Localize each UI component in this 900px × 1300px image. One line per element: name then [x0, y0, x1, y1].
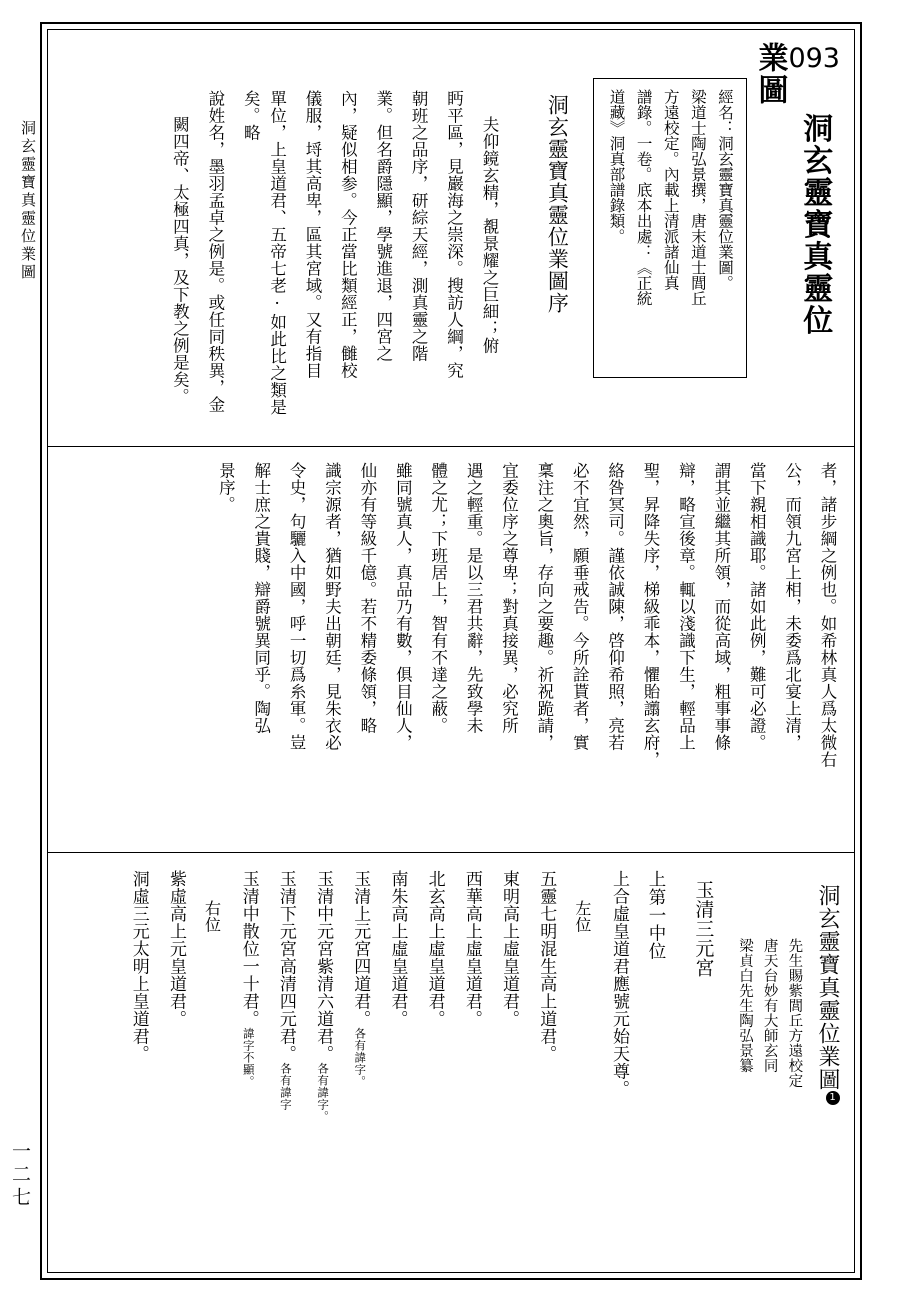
entry-6: 北玄高上虛皇道君。: [424, 870, 445, 1028]
section-divider-1: [47, 446, 855, 447]
mid-col-13: 雖同號真人，真品乃有數，俱目仙人，: [393, 462, 413, 751]
entry-11-text: 玉清中散位一十君。: [238, 870, 259, 1028]
entry-title: [751, 42, 840, 372]
meta-line-2: 梁道士陶弘景撰，唐末道士閭丘: [688, 89, 707, 306]
section-divider-2: [47, 852, 855, 853]
preface-col-7: 單位，上皇道君、五帝七老·如此比之類是矣。略: [241, 90, 287, 416]
mid-col-4: 謂其並繼其所領，而從高域，粗事事條: [711, 462, 731, 751]
mid-col-5: 辯，略宣後章。輒以淺識下生，輕品上: [676, 462, 696, 751]
entry-14: 洞虛三元太明上皇道君。: [128, 870, 149, 1063]
meta-line-4: 譜錄。一卷。底本出處：《正統: [634, 89, 653, 306]
mid-col-2: 公，而領九宮上相，未委爲北宴上清，: [782, 462, 802, 751]
footnote-marker-icon: 1: [826, 1091, 840, 1105]
byline: [732, 938, 806, 1228]
mid-col-12: 體之尤；下班居上，智有不達之蔽。: [428, 462, 448, 734]
bottom-section-row: [115, 864, 842, 1230]
page-number: 一二七: [9, 1141, 31, 1210]
bottom-section: [52, 858, 850, 1270]
middle-section: [52, 452, 850, 848]
entry-9-note: 各有諱字。: [316, 1062, 331, 1123]
entry-13: 紫虛高上元皇道君。: [165, 870, 186, 1028]
work-title-text: 洞玄靈寶真靈位業圖: [815, 884, 840, 1091]
entry-11-note: 諱字不顯。: [241, 1027, 256, 1088]
mid-col-15: 識宗源者，猶如野夫出朝廷，見朱衣必: [322, 462, 342, 751]
work-title: [812, 884, 842, 1184]
top-section: [52, 34, 850, 446]
entry-9: [309, 870, 336, 1230]
meta-line-3: 方遠校定。內載上清派諸仙真: [661, 89, 680, 291]
preface-col-4: 業。但名爵隱顯，學號進退，四宮之: [373, 90, 393, 362]
preface-col-3: 朝班之品序，研綜天經，測真靈之階: [409, 90, 429, 362]
preface-col-1: 夫仰鏡玄精，覩景耀之巨細；俯: [479, 116, 499, 354]
preface-body: [157, 90, 502, 442]
mid-col-16: 令史，句驪入中國，呼一切爲糸軍。豈: [287, 462, 307, 751]
entry-12-right-position: 右位: [202, 900, 222, 933]
palace-heading: 玉清三元宮: [692, 880, 715, 978]
mid-col-10: 宜委位序之尊卑；對真接異，必究所: [499, 462, 519, 734]
mid-col-3: 當下親相識耶。諸如此例，難可必證。: [747, 462, 767, 751]
entry-10: [272, 870, 299, 1230]
entry-8-note: 各有諱字。: [353, 1027, 368, 1088]
entry-9-text: 玉清中元宮紫清六道君。: [313, 870, 334, 1063]
mid-col-17: 解士庶之貴賤，辯爵號異同乎。陶弘: [251, 462, 271, 734]
preface-col-2: 眄平區，見巖海之崇深。搜訪人綱，究: [444, 90, 464, 379]
middle-section-row: [203, 462, 840, 834]
bibliographic-note-box: [593, 78, 747, 378]
byline-line-2: 唐天台妙有大師玄同: [761, 938, 778, 1073]
entry-2-left-position: 左位: [572, 900, 592, 933]
entry-8-text: 玉清上元宮四道君。: [350, 870, 371, 1028]
mid-col-1: 者，諸步綱之例也。如希林真人爲太微右: [818, 462, 837, 768]
mid-col-8: 必不宜然，願垂戒告。今所詮貰者，實: [570, 462, 590, 751]
mid-col-11: 遇之輕重。是以三君共辭，先致學未: [464, 462, 484, 734]
entry-10-note: 各有諱字: [278, 1062, 293, 1111]
entry-7: 南朱高上虛皇道君。: [387, 870, 408, 1028]
entry-1: 上合虛皇道君應號元始天尊。: [609, 870, 629, 1098]
entry-4: 東明高上虛皇道君。: [499, 870, 520, 1028]
entry-title-line2: 業圖: [752, 42, 788, 106]
entry-title-line1: 洞玄靈寶真靈位: [797, 112, 833, 337]
preface-title: 洞玄靈寶真靈位業圖序: [545, 94, 570, 314]
mid-col-6: 聖，昇降失序，梯級乖本，懼貽譾玄府，: [641, 462, 661, 768]
byline-line-1: 梁貞白先生陶弘景纂: [737, 938, 754, 1073]
meta-line-5: 道藏》洞真部譜錄類。: [607, 89, 626, 244]
entry-5: 西華高上虛皇道君。: [461, 870, 482, 1028]
side-running-title: 洞玄靈寶真靈位業圖: [19, 120, 37, 282]
preface-col-6: 儀服，埒其高卑，區其宮域。又有指目: [302, 90, 322, 379]
entry-8: [346, 870, 373, 1230]
entry-11: [235, 870, 262, 1230]
entry-10-text: 玉清下元宮高清四元君。: [275, 870, 296, 1063]
top-section-row: [131, 42, 840, 438]
preface-col-8: 說姓名，墨羽孟卓之例是。或任同秩異，金: [205, 90, 225, 413]
preface-col-5: 內，疑似相参。今正當比類經正，雠校: [338, 90, 358, 379]
mid-col-7: 絡咎冥司。謹依誠陳，啓仰希照，亮若: [605, 462, 625, 751]
position-heading: 上第一中位: [646, 870, 666, 960]
meta-line-1: 經名：洞玄靈寶真靈位業圖。: [715, 89, 734, 291]
byline-line-3: 先生賜紫閭丘方遠校定: [786, 938, 803, 1088]
preface-col-9: 闕四帝、太極四真，及下教之例是矣。: [170, 116, 190, 405]
entry-3: 五靈七明混生高上道君。: [536, 870, 557, 1063]
mid-col-18: 景序。: [216, 462, 236, 513]
mid-col-14: 仙亦有等級千億。若不精委條領，略: [357, 462, 377, 734]
mid-col-9: 稟注之奧旨，存向之要趣。祈祝跪請，: [534, 462, 554, 751]
entry-number: 093: [788, 43, 840, 74]
